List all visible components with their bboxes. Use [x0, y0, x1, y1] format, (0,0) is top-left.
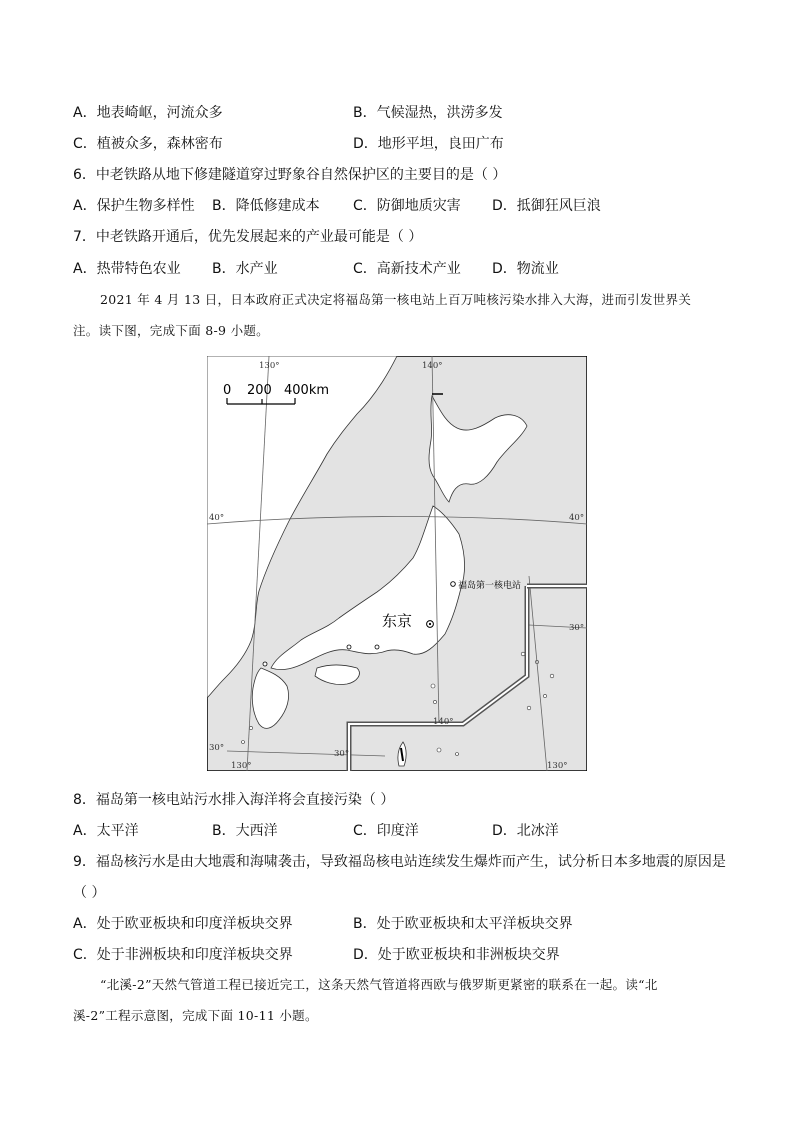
lon-label-140-bottom: 140°	[433, 717, 454, 727]
lon-label-130-top: 130°	[259, 361, 280, 371]
passage-2-line-2: 溪-2”工程示意图，完成下面 10-11 小题。	[73, 1008, 318, 1023]
fukushima-label: 福岛第一核电站	[458, 581, 522, 591]
passage-1-line-2: 注。读下图，完成下面 8-9 小题。	[73, 323, 269, 338]
q9-option-a: A．处于欧亚板块和印度洋板块交界	[73, 916, 293, 932]
q8-option-a: A．太平洋	[73, 823, 139, 839]
lat-label-30-right: 30°	[569, 623, 585, 633]
lat-label-30-left: 30°	[209, 743, 225, 753]
lon-label-130-right: 130°	[547, 761, 568, 771]
q6-stem: 6．中老铁路从地下修建隧道穿过野象谷自然保护区的主要目的是（ ）	[73, 167, 507, 183]
q8-option-b: B．大西洋	[212, 823, 278, 839]
q6-option-d: D．抵御狂风巨浪	[492, 198, 601, 214]
q9-option-c: C．处于非洲板块和印度洋板块交界	[73, 947, 293, 963]
q6-option-b: B．降低修建成本	[212, 198, 320, 214]
q8-option-d: D．北冰洋	[492, 823, 559, 839]
lat-label-40-left: 40°	[209, 513, 225, 523]
q8-stem: 8．福岛第一核电站污水排入海洋将会直接污染（ ）	[73, 792, 395, 808]
q5-option-c: C．植被众多，森林密布	[73, 136, 223, 152]
q7-option-d: D．物流业	[492, 261, 559, 277]
q9-stem: 9．福岛核污水是由大地震和海啸袭击，导致福岛核电站连续发生爆炸而产生，试分析日本多地震的原因是	[73, 854, 726, 870]
q7-option-a: A．热带特色农业	[73, 261, 181, 277]
q6-option-c: C．防御地质灾害	[353, 198, 461, 214]
q9-option-b: B．处于欧亚板块和太平洋板块交界	[353, 916, 573, 932]
q7-stem: 7．中老铁路开通后，优先发展起来的产业最可能是（ ）	[73, 229, 423, 245]
lat-label-40-right: 40°	[569, 513, 585, 523]
japan-map	[207, 356, 587, 771]
q5-option-a: A．地表崎岖，河流众多	[73, 105, 223, 121]
q7-option-b: B．水产业	[212, 261, 278, 277]
q8-option-c: C．印度洋	[353, 823, 419, 839]
scale-label-0: 0	[223, 383, 232, 398]
scale-label-200: 200	[247, 383, 272, 398]
q6-option-a: A．保护生物多样性	[73, 198, 195, 214]
lon-label-140-top: 140°	[422, 361, 443, 371]
q9-stem-bracket: （ ）	[73, 885, 106, 901]
fukushima-marker	[451, 582, 456, 587]
tokyo-label: 东京	[382, 612, 413, 630]
passage-1-line-1: 2021 年 4 月 13 日，日本政府正式决定将福岛第一核电站上百万吨核污染水排入大海，进而引发世界关	[100, 292, 692, 307]
q5-option-b: B．气候湿热，洪涝多发	[353, 105, 503, 121]
passage-2-line-1: “北溪-2”天然气管道工程已接近完工，这条天然气管道将西欧与俄罗斯更紧密的联系在一起。读“北	[100, 977, 658, 992]
q7-option-c: C．高新技术产业	[353, 261, 461, 277]
lat-label-30-mid: 30°	[334, 749, 350, 759]
scale-label-400km: 400km	[284, 383, 330, 398]
tokyo-marker	[429, 623, 431, 625]
q9-option-d: D．处于欧亚板块和非洲板块交界	[353, 947, 560, 963]
q5-option-d: D．地形平坦，良田广布	[353, 136, 504, 152]
lon-label-130-bottom: 130°	[231, 761, 252, 771]
